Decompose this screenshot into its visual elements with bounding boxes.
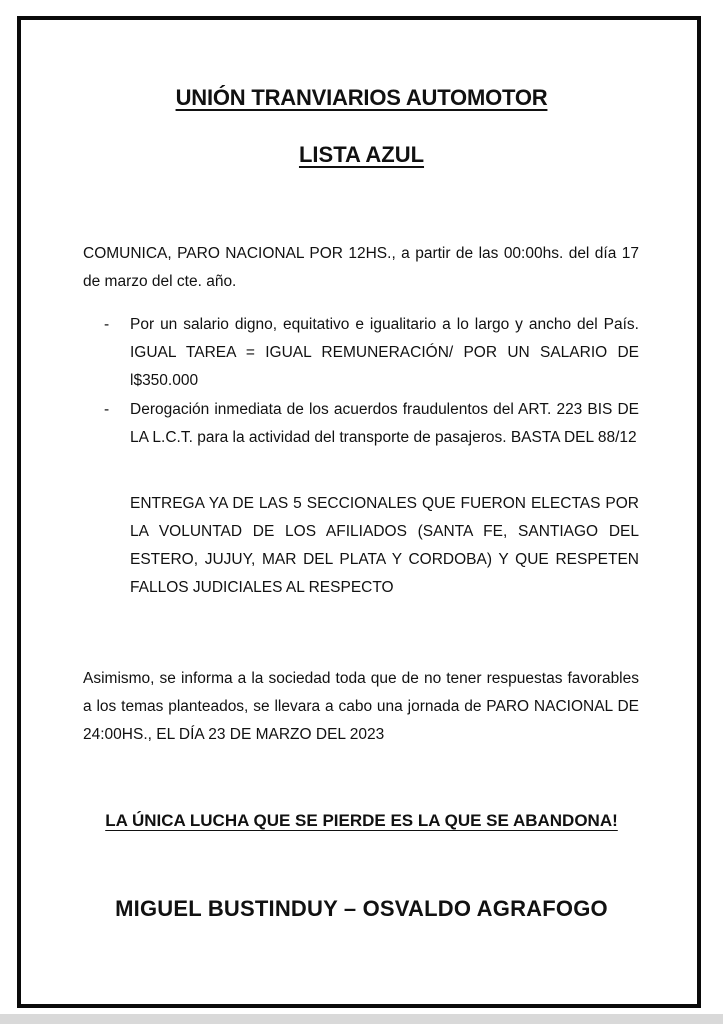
signatures: MIGUEL BUSTINDUY – OSVALDO AGRAFOGO <box>115 896 608 921</box>
bullet-marker: - <box>104 316 110 333</box>
bottom-edge <box>0 1014 723 1024</box>
bullet-item-salary: Por un salario digno, equitativo e igualitario a lo largo y ancho del País. IGUAL TAREA = IGUAL REMUNERACIÓN/ POR UN SALARIO DE l$350.000 <box>130 316 639 389</box>
document-title: UNIÓN TRANVIARIOS AUTOMOTOR <box>175 85 548 110</box>
document-subtitle: LISTA AZUL <box>298 142 425 167</box>
closing-paragraph: Asimismo, se informa a la sociedad toda que de no tener respuestas favorables a los temas planteados, se llevara a cabo una jornada de PARO NACIONAL DE 24:00HS., EL DÍA 23 DE MARZO DEL 2023 <box>83 670 639 743</box>
bullet-item-derogation: Derogación inmediata de los acuerdos fraudulentos del ART. 223 BIS DE LA L.C.T. para la actividad del transporte de pasajeros. BASTA DEL 88/12 <box>130 401 639 446</box>
slogan: LA ÚNICA LUCHA QUE SE PIERDE ES LA QUE SE ABANDONA! <box>105 811 618 830</box>
intro-paragraph: COMUNICA, PARO NACIONAL POR 12HS., a partir de las 00:00hs. del día 17 de marzo del cte. año. <box>83 245 639 290</box>
demand-paragraph: ENTREGA YA DE LAS 5 SECCIONALES QUE FUERON ELECTAS POR LA VOLUNTAD DE LOS AFILIADOS (SANTA FE, SANTIAGO DEL ESTERO, JUJUY, MAR DEL PLATA Y CORDOBA) Y QUE RESPETEN FALLOS JUDICIALES AL RESPECTO <box>130 495 639 596</box>
bullet-marker: - <box>104 401 110 418</box>
